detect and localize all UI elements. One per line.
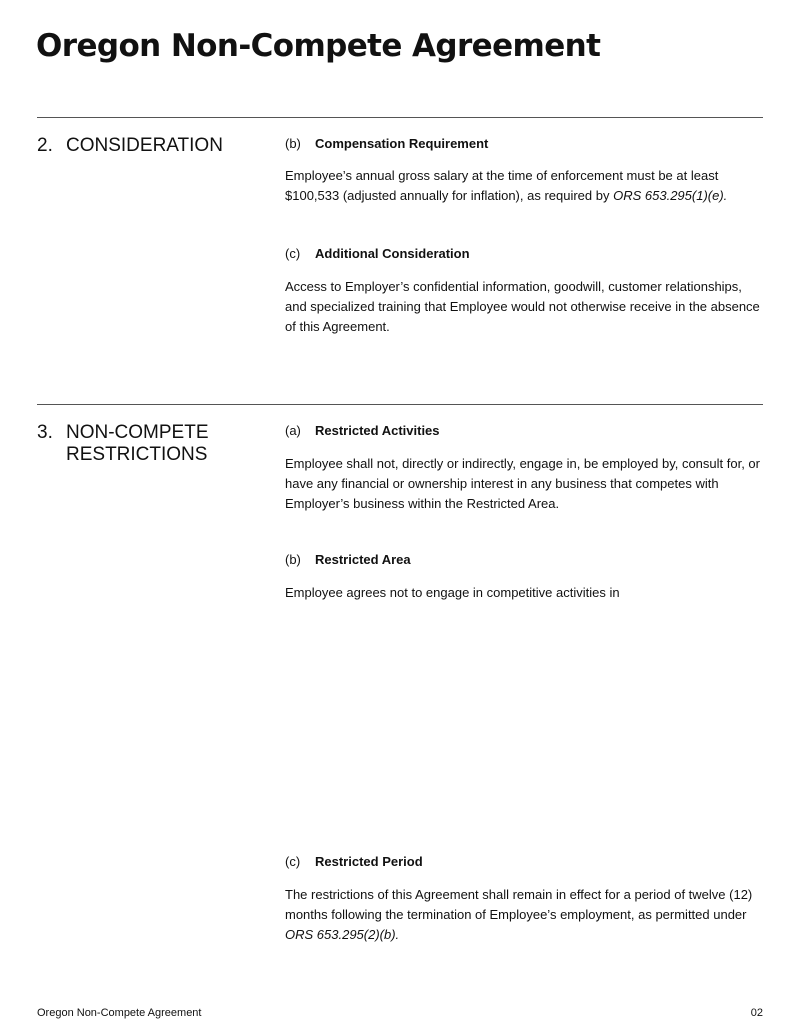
clause-text (285, 166, 765, 206)
clause-text (285, 885, 765, 945)
document-title: Oregon Non-Compete Agreement (36, 28, 601, 64)
page-number: 02 (750, 1007, 763, 1019)
clause-title: Restricted Area (315, 552, 411, 567)
clause-heading (285, 136, 488, 152)
section-title: CONSIDERATION (66, 135, 223, 156)
divider (37, 404, 763, 405)
clause-heading (285, 423, 440, 439)
section-heading-non-compete (37, 422, 216, 466)
statute-citation: ORS 653.295(2)(b). (285, 927, 400, 942)
clause-letter: (c) (285, 246, 301, 261)
clause-title: Additional Consideration (315, 246, 470, 261)
section-title: NON-COMPETE RESTRICTIONS (66, 422, 209, 465)
clause-body: The restrictions of this Agreement shall remain in effect for a period of twelve (12) months following the termination of Employee’s employment, as permitted under (285, 887, 753, 922)
section-heading-consideration (37, 135, 223, 157)
section-number: 3. (37, 422, 53, 443)
divider (37, 117, 763, 118)
clause-heading (285, 854, 423, 870)
clause-text: Access to Employer’s confidential information, goodwill, customer relationships, and specialized training that Employee would not otherwise receive in the absence of this Agreement. (285, 279, 760, 334)
section-number: 2. (37, 135, 53, 156)
clause-letter: (a) (285, 423, 301, 438)
clause-text: Employee agrees not to engage in competitive activities in (285, 585, 620, 600)
clause-body: Employee’s annual gross salary at the time of enforcement must be at least $100,533 (adjusted annually for inflation), as required by (285, 168, 719, 203)
clause-letter: (b) (285, 552, 301, 567)
clause-title: Compensation Requirement (315, 136, 489, 151)
clause-title: Restricted Activities (315, 423, 440, 438)
clause-letter: (c) (285, 854, 301, 869)
clause-heading (285, 246, 470, 262)
statute-citation: ORS 653.295(1)(e). (613, 188, 728, 203)
clause-heading (285, 552, 411, 568)
clause-text: Employee shall not, directly or indirectly, engage in, be employed by, consult for, or have any financial or ownership interest in any business that competes with Employer’s business within the Restricted Area. (285, 456, 760, 511)
clause-title: Restricted Period (315, 854, 423, 869)
clause-letter: (b) (285, 136, 301, 151)
footer-title: Oregon Non-Compete Agreement (37, 1007, 202, 1019)
